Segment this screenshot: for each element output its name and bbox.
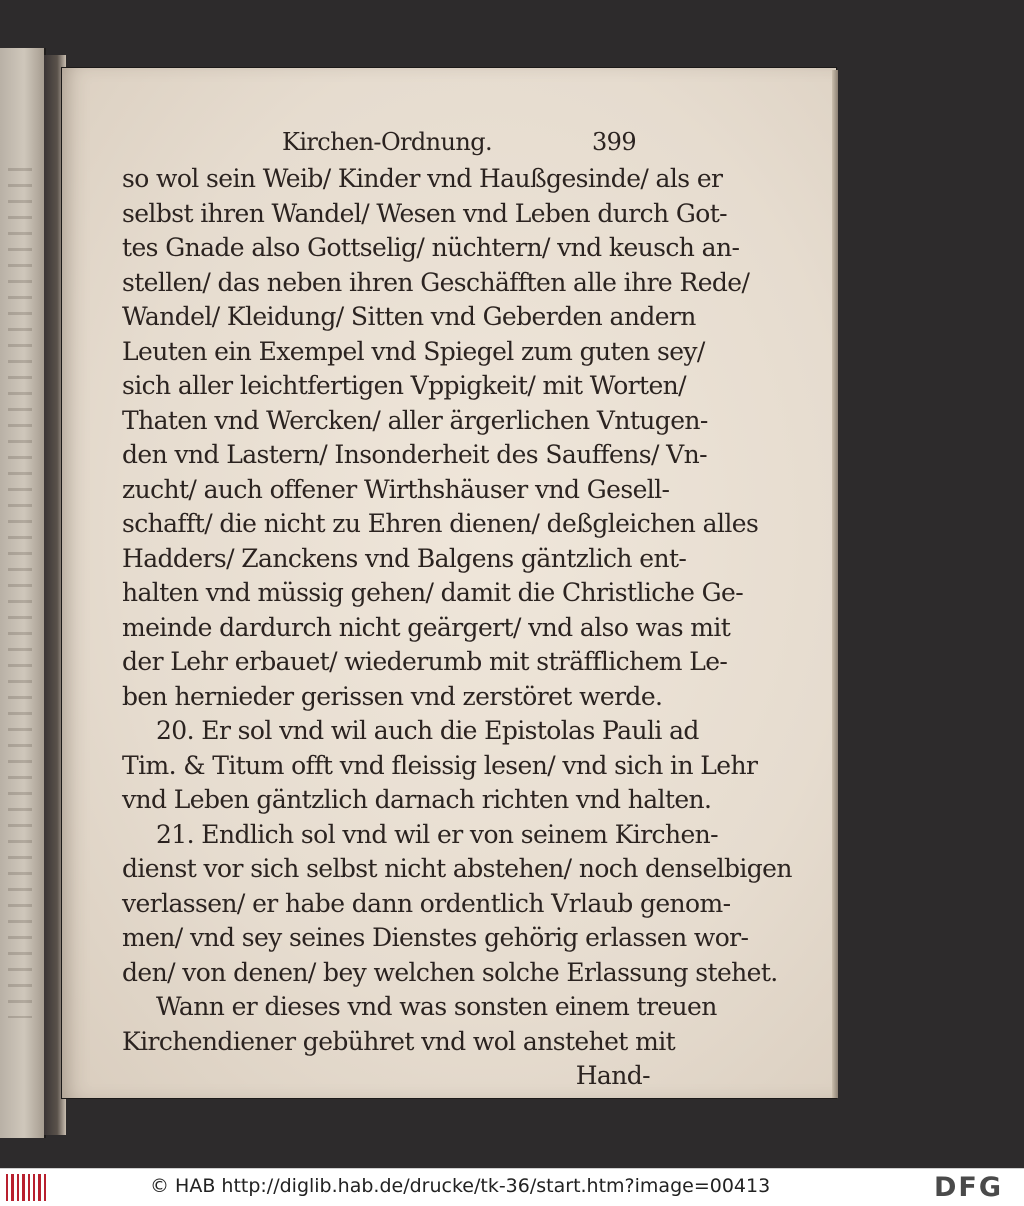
text-line: zucht/ auch offener Wirthshäuser vnd Gesell- (122, 474, 670, 504)
paragraph-20-line: Tim. & Titum offt vnd fleissig lesen/ vnd sich in Lehr (122, 750, 758, 780)
page-number: 399 (592, 128, 637, 156)
previous-pages-edge (0, 48, 46, 1138)
paragraph-20-line: 20. Er sol vnd wil auch die Epistolas Pauli ad (156, 716, 699, 745)
text-line: den vnd Lastern/ Insonderheit des Sauffens/ Vn- (122, 440, 707, 469)
paragraph-21-line: dienst vor sich selbst nicht abstehen/ noch denselbigen (122, 854, 792, 883)
closing-line: Wann er dieses vnd was sonsten einem treuen (156, 992, 717, 1021)
footer-bar (0, 1168, 1024, 1206)
text-line: sich aller leichtfertigen Vppigkeit/ mit Worten/ (122, 371, 686, 400)
text-line: tes Gnade also Gottselig/ nüchtern/ vnd keusch an- (122, 233, 740, 262)
hab-logo-icon (6, 1174, 46, 1201)
text-line: selbst ihren Wandel/ Wesen vnd Leben durch Got- (122, 198, 727, 228)
text-line: schafft/ die nicht zu Ehren dienen/ deßgleichen alles (122, 509, 759, 538)
dfg-logo: DFG (934, 1172, 1004, 1203)
closing-line: Kirchendiener gebühret vnd wol anstehet mit (122, 1026, 676, 1056)
text-line: Leuten ein Exempel vnd Spiegel zum guten sey/ (122, 336, 705, 366)
text-line: halten vnd müssig gehen/ damit die Christliche Ge- (122, 578, 744, 607)
paragraph-20-line: vnd Leben gäntzlich darnach richten vnd halten. (122, 785, 712, 814)
text-line: Wandel/ Kleidung/ Sitten vnd Geberden andern (122, 302, 696, 331)
text-line: so wol sein Weib/ Kinder vnd Haußgesinde/ als er (122, 164, 723, 193)
paragraph-21-line: men/ vnd sey seines Dienstes gehörig erlassen wor- (122, 923, 749, 952)
page-text (122, 128, 792, 1094)
text-line: Thaten vnd Wercken/ aller ärgerlichen Vntugen- (122, 405, 708, 435)
running-head: Kirchen-Ordnung. (282, 128, 493, 156)
text-line: der Lehr erbauet/ wiederumb mit sträfflichem Le- (122, 647, 728, 676)
page-header (122, 128, 662, 162)
copyright-link[interactable]: © HAB http://diglib.hab.de/drucke/tk-36/start.htm?image=00413 (150, 1175, 771, 1197)
text-line: stellen/ das neben ihren Geschäfften alle ihre Rede/ (122, 267, 750, 297)
paragraph-21-line: verlassen/ er habe dann ordentlich Vrlaub genom- (122, 888, 731, 918)
catchword: Hand- (575, 1061, 650, 1090)
text-line: Hadders/ Zanckens vnd Balgens gäntzlich ent- (122, 543, 687, 573)
page-edge (832, 70, 838, 1098)
paragraph-21-line: 21. Endlich sol vnd wil er von seinem Kirchen- (156, 819, 718, 849)
text-line: ben hernieder gerissen vnd zerstöret werde. (122, 681, 663, 711)
text-line: meinde dardurch nicht geärgert/ vnd also was mit (122, 612, 731, 642)
paragraph-21-line: den/ von denen/ bey welchen solche Erlassung stehet. (122, 957, 778, 987)
